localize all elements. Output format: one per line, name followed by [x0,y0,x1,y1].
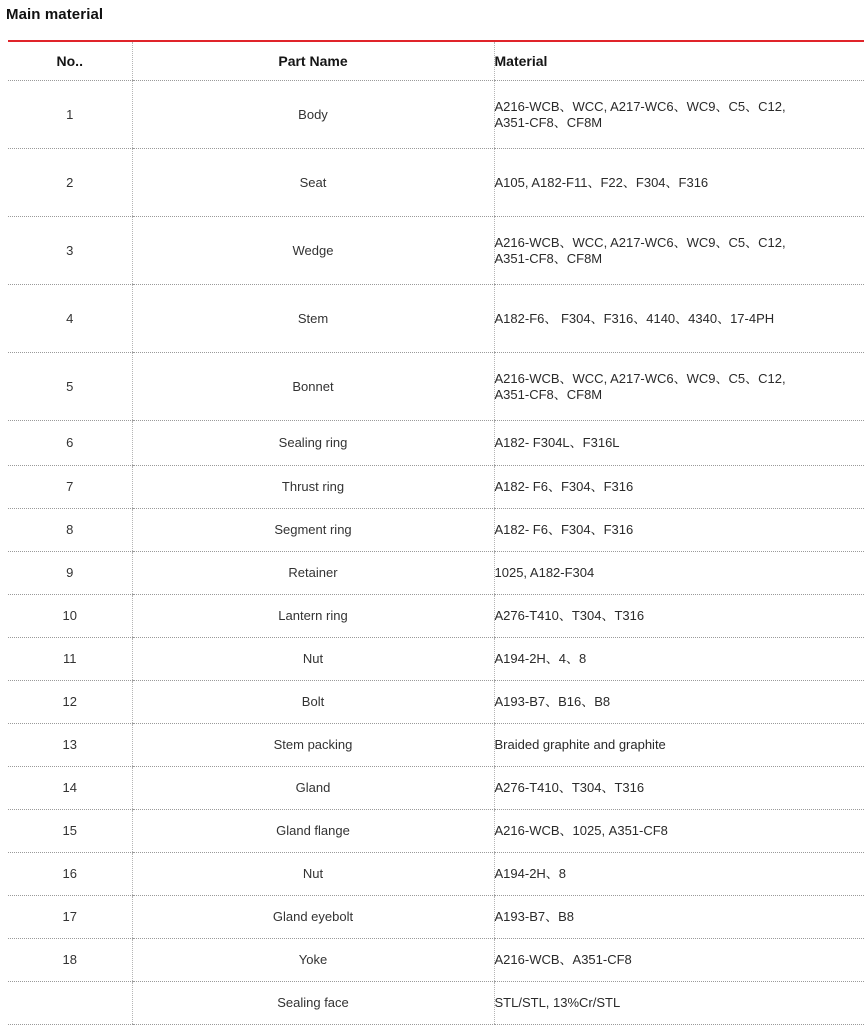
material-line: Braided graphite and graphite [494,737,666,752]
part-name: Gland flange [132,810,494,853]
material-line: A216-WCB、A351-CF8 [494,952,632,967]
material-line: A351-CF8、CF8M [494,386,603,402]
material-cell [494,896,864,939]
row-number: 4 [8,285,132,353]
material-line: A105, A182-F11、F22、F304、F316 [494,174,709,190]
table-row [8,724,864,767]
row-number: 13 [8,724,132,767]
material-cell [494,509,864,552]
material-line: A182- F304L、F316L [494,435,620,450]
material-cell [494,724,864,767]
part-name: Sealing face [132,982,494,1025]
material-cell [494,939,864,982]
part-name: Thrust ring [132,466,494,509]
material-cell [494,421,864,466]
column-header-material: Material [494,42,864,81]
part-name: Yoke [132,939,494,982]
part-name: Gland eyebolt [132,896,494,939]
materials-table [8,42,864,1025]
material-line: A193-B7、B8 [494,909,574,924]
row-number [8,982,132,1025]
material-cell [494,595,864,638]
part-name: Lantern ring [132,595,494,638]
row-number: 1 [8,81,132,149]
material-line: A193-B7、B16、B8 [494,694,611,709]
row-number: 6 [8,421,132,466]
table-row [8,810,864,853]
table-row [8,509,864,552]
row-number: 10 [8,595,132,638]
table-row [8,353,864,421]
row-number: 8 [8,509,132,552]
material-cell [494,149,864,217]
material-cell [494,81,864,149]
material-cell [494,466,864,509]
material-line: A182-F6、 F304、F316、4140、4340、17-4PH [494,310,775,326]
material-cell [494,217,864,285]
material-line: A276-T410、T304、T316 [494,608,645,623]
row-number: 11 [8,638,132,681]
table-row [8,896,864,939]
material-line: A216-WCB、WCC, A217-WC6、WC9、C5、C12, [494,234,786,250]
row-number: 5 [8,353,132,421]
page-title: Main material [6,6,104,23]
table-row [8,982,864,1025]
material-cell [494,353,864,421]
part-name: Retainer [132,552,494,595]
part-name: Wedge [132,217,494,285]
table-row [8,681,864,724]
part-name: Segment ring [132,509,494,552]
row-number: 17 [8,896,132,939]
table-row [8,285,864,353]
material-line: A194-2H、8 [494,866,567,881]
part-name: Bolt [132,681,494,724]
table-row [8,853,864,896]
material-line: 1025, A182-F304 [494,565,595,580]
table-row [8,767,864,810]
table-row [8,421,864,466]
material-line: A276-T410、T304、T316 [494,780,645,795]
material-line: A351-CF8、CF8M [494,250,603,266]
material-line: A194-2H、4、8 [494,651,587,666]
material-line: A182- F6、F304、F316 [494,522,634,537]
material-line: STL/STL, 13%Cr/STL [494,995,621,1010]
part-name: Gland [132,767,494,810]
material-cell [494,638,864,681]
table-row [8,466,864,509]
table-row [8,595,864,638]
material-line: A216-WCB、1025, A351-CF8 [494,823,668,838]
part-name: Seat [132,149,494,217]
part-name: Body [132,81,494,149]
table-row [8,149,864,217]
part-name: Stem packing [132,724,494,767]
table-row [8,217,864,285]
material-cell [494,982,864,1025]
material-line: A216-WCB、WCC, A217-WC6、WC9、C5、C12, [494,98,786,114]
column-header-no: No.. [8,42,132,81]
part-name: Sealing ring [132,421,494,466]
row-number: 9 [8,552,132,595]
material-cell [494,285,864,353]
part-name: Stem [132,285,494,353]
table-header-row [8,42,864,81]
table-row [8,638,864,681]
material-cell [494,810,864,853]
column-header-part-name: Part Name [132,42,494,81]
part-name: Nut [132,638,494,681]
row-number: 14 [8,767,132,810]
material-line: A216-WCB、WCC, A217-WC6、WC9、C5、C12, [494,370,786,386]
row-number: 16 [8,853,132,896]
row-number: 15 [8,810,132,853]
row-number: 3 [8,217,132,285]
table-row [8,939,864,982]
table-row [8,552,864,595]
material-cell [494,853,864,896]
material-cell [494,681,864,724]
material-line: A351-CF8、CF8M [494,114,603,130]
row-number: 7 [8,466,132,509]
row-number: 18 [8,939,132,982]
part-name: Bonnet [132,353,494,421]
part-name: Nut [132,853,494,896]
material-line: A182- F6、F304、F316 [494,479,634,494]
row-number: 2 [8,149,132,217]
material-cell [494,552,864,595]
table-row [8,81,864,149]
material-cell [494,767,864,810]
row-number: 12 [8,681,132,724]
